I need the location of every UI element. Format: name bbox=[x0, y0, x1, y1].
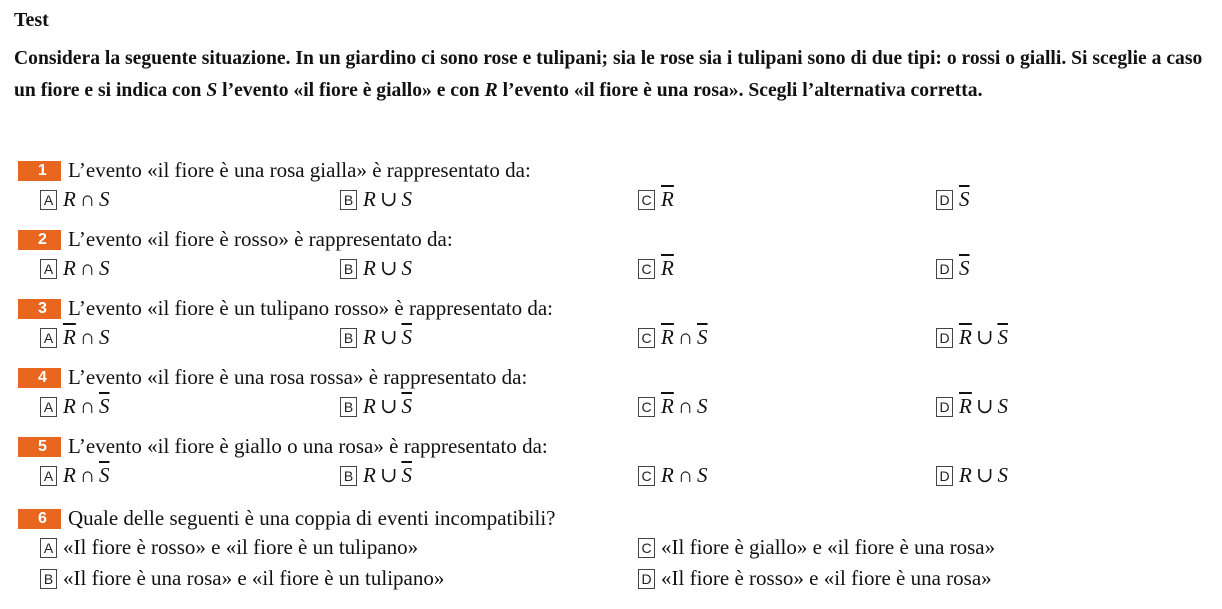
option-letter: D bbox=[638, 569, 655, 589]
complement-r: $\overline{R}$ bbox=[959, 325, 972, 349]
question-6 bbox=[0, 503, 1222, 603]
union-operator: ∪ bbox=[975, 325, 994, 349]
option-letter: B bbox=[40, 569, 57, 589]
option-expression bbox=[63, 463, 110, 487]
option-text: «Il fiore è rosso» e «il fiore è un tulipano» bbox=[63, 535, 419, 559]
option-text: «Il fiore è una rosa» e «il fiore è un tulipano» bbox=[63, 566, 445, 590]
intro-text-2: l’evento «il fiore è giallo» e con bbox=[217, 79, 485, 101]
option-a[interactable] bbox=[40, 463, 110, 489]
option-c[interactable] bbox=[638, 394, 708, 420]
option-letter: C bbox=[638, 328, 655, 348]
option-expression bbox=[363, 325, 412, 349]
option-letter: D bbox=[936, 397, 953, 417]
option-b[interactable] bbox=[340, 394, 412, 420]
option-d[interactable] bbox=[936, 463, 1008, 489]
intersection-operator: ∩ bbox=[79, 325, 95, 349]
union-operator: ∪ bbox=[975, 394, 994, 418]
option-letter: D bbox=[936, 328, 953, 348]
option-text: «Il fiore è giallo» e «il fiore è una rosa» bbox=[661, 535, 996, 559]
var-r: R bbox=[661, 463, 674, 487]
q6-option-b[interactable] bbox=[40, 566, 444, 591]
option-a[interactable] bbox=[40, 256, 110, 282]
intro-text-3: l’evento «il fiore è una rosa». Scegli l’alternativa corretta. bbox=[497, 79, 983, 101]
complement-s: $\overline{S}$ bbox=[997, 325, 1008, 349]
question-3 bbox=[0, 293, 1222, 353]
option-letter: D bbox=[936, 190, 953, 210]
intersection-operator: ∩ bbox=[677, 394, 693, 418]
option-letter: C bbox=[638, 190, 655, 210]
intro-var-s: S bbox=[206, 79, 218, 101]
complement-r: $\overline{R}$ bbox=[661, 394, 674, 418]
option-letter: A bbox=[40, 190, 57, 210]
option-c[interactable] bbox=[638, 256, 674, 282]
option-expression bbox=[363, 187, 412, 211]
var-s: S bbox=[401, 187, 412, 211]
question-5 bbox=[0, 431, 1222, 491]
intersection-operator: ∩ bbox=[79, 394, 95, 418]
var-s: S bbox=[997, 394, 1008, 418]
option-text: «Il fiore è rosso» e «il fiore è una rosa» bbox=[661, 566, 992, 590]
complement-r: $\overline{R}$ bbox=[661, 187, 674, 211]
question-text: Quale delle seguenti è una coppia di eventi incompatibili? bbox=[68, 506, 556, 530]
option-letter: B bbox=[340, 328, 357, 348]
var-r: R bbox=[959, 463, 972, 487]
question-text: L’evento «il fiore è giallo o una rosa» è rappresentato da: bbox=[68, 434, 548, 458]
option-c[interactable] bbox=[638, 463, 708, 489]
option-c[interactable] bbox=[638, 187, 674, 213]
var-s: S bbox=[997, 463, 1008, 487]
option-d[interactable] bbox=[936, 394, 1008, 420]
question-number-badge: 4 bbox=[18, 368, 61, 388]
option-expression bbox=[63, 394, 110, 418]
union-operator: ∪ bbox=[379, 325, 398, 349]
q6-option-a[interactable] bbox=[40, 535, 418, 560]
intro-var-r: R bbox=[484, 79, 498, 101]
option-expression bbox=[63, 187, 110, 211]
question-number-badge: 3 bbox=[18, 299, 61, 319]
complement-s: $\overline{S}$ bbox=[99, 394, 110, 418]
question-text: L’evento «il fiore è un tulipano rosso» è rappresentato da: bbox=[68, 296, 553, 320]
question-text: L’evento «il fiore è una rosa gialla» è rappresentato da: bbox=[68, 158, 531, 182]
intro-paragraph bbox=[14, 43, 1209, 106]
option-expression bbox=[959, 256, 970, 280]
var-r: R bbox=[63, 463, 76, 487]
intersection-operator: ∩ bbox=[677, 463, 693, 487]
option-letter: A bbox=[40, 538, 57, 558]
var-r: R bbox=[363, 325, 376, 349]
question-text: L’evento «il fiore è rosso» è rappresentato da: bbox=[68, 227, 453, 251]
option-letter: A bbox=[40, 397, 57, 417]
complement-r: $\overline{R}$ bbox=[661, 325, 674, 349]
var-s: S bbox=[99, 325, 110, 349]
question-number-badge: 6 bbox=[18, 509, 61, 529]
complement-s: $\overline{S}$ bbox=[401, 463, 412, 487]
var-r: R bbox=[63, 187, 76, 211]
intersection-operator: ∩ bbox=[79, 187, 95, 211]
option-b[interactable] bbox=[340, 256, 412, 282]
union-operator: ∪ bbox=[379, 463, 398, 487]
intro-text-1: Considera la seguente situazione. In un giardino ci sono rose e tulipani; sia le rose sia i tulipani sono di due tipi: o rossi o gialli. Si sceglie a caso un fiore e si indica con bbox=[14, 48, 1203, 101]
option-expression bbox=[363, 394, 412, 418]
option-letter: C bbox=[638, 538, 655, 558]
option-b[interactable] bbox=[340, 463, 412, 489]
page-title: Test bbox=[14, 9, 49, 31]
question-2 bbox=[0, 224, 1222, 284]
option-d[interactable] bbox=[936, 256, 970, 282]
q6-option-d[interactable] bbox=[638, 566, 992, 591]
option-expression bbox=[363, 256, 412, 280]
complement-s: $\overline{S}$ bbox=[697, 325, 708, 349]
question-1 bbox=[0, 155, 1222, 215]
option-a[interactable] bbox=[40, 394, 110, 420]
option-expression bbox=[959, 463, 1008, 487]
var-r: R bbox=[63, 256, 76, 280]
complement-r: $\overline{R}$ bbox=[661, 256, 674, 280]
option-expression bbox=[661, 256, 674, 280]
option-b[interactable] bbox=[340, 187, 412, 213]
union-operator: ∪ bbox=[975, 463, 994, 487]
option-b[interactable] bbox=[340, 325, 412, 351]
option-expression bbox=[661, 463, 708, 487]
var-s: S bbox=[99, 256, 110, 280]
question-number-badge: 2 bbox=[18, 230, 61, 250]
complement-s: $\overline{S}$ bbox=[401, 394, 412, 418]
option-expression bbox=[661, 187, 674, 211]
option-letter: D bbox=[936, 466, 953, 486]
option-expression bbox=[959, 187, 970, 211]
var-s: S bbox=[401, 256, 412, 280]
var-s: S bbox=[697, 463, 708, 487]
var-r: R bbox=[363, 463, 376, 487]
option-d[interactable] bbox=[936, 187, 970, 213]
complement-r: $\overline{R}$ bbox=[959, 394, 972, 418]
option-expression bbox=[959, 394, 1008, 418]
q6-option-c[interactable] bbox=[638, 535, 995, 560]
complement-r: $\overline{R}$ bbox=[63, 325, 76, 349]
var-r: R bbox=[363, 187, 376, 211]
complement-s: $\overline{S}$ bbox=[959, 187, 970, 211]
intersection-operator: ∩ bbox=[79, 463, 95, 487]
option-expression bbox=[661, 394, 708, 418]
complement-s: $\overline{S}$ bbox=[959, 256, 970, 280]
option-expression bbox=[363, 463, 412, 487]
var-r: R bbox=[63, 394, 76, 418]
question-number-badge: 1 bbox=[18, 161, 61, 181]
option-a[interactable] bbox=[40, 325, 110, 351]
option-letter: C bbox=[638, 397, 655, 417]
option-letter: B bbox=[340, 259, 357, 279]
option-expression bbox=[63, 325, 110, 349]
option-d[interactable] bbox=[936, 325, 1008, 351]
var-r: R bbox=[363, 394, 376, 418]
option-letter: C bbox=[638, 466, 655, 486]
option-letter: C bbox=[638, 259, 655, 279]
option-c[interactable] bbox=[638, 325, 708, 351]
option-expression bbox=[661, 325, 708, 349]
option-letter: B bbox=[340, 190, 357, 210]
complement-s: $\overline{S}$ bbox=[99, 463, 110, 487]
option-a[interactable] bbox=[40, 187, 110, 213]
option-letter: B bbox=[340, 466, 357, 486]
complement-s: $\overline{S}$ bbox=[401, 325, 412, 349]
option-letter: B bbox=[340, 397, 357, 417]
var-s: S bbox=[697, 394, 708, 418]
question-text: L’evento «il fiore è una rosa rossa» è rappresentato da: bbox=[68, 365, 528, 389]
union-operator: ∪ bbox=[379, 256, 398, 280]
option-letter: A bbox=[40, 466, 57, 486]
intersection-operator: ∩ bbox=[79, 256, 95, 280]
var-r: R bbox=[363, 256, 376, 280]
union-operator: ∪ bbox=[379, 187, 398, 211]
option-letter: D bbox=[936, 259, 953, 279]
question-4 bbox=[0, 362, 1222, 422]
option-letter: A bbox=[40, 259, 57, 279]
var-s: S bbox=[99, 187, 110, 211]
option-expression bbox=[63, 256, 110, 280]
intersection-operator: ∩ bbox=[677, 325, 693, 349]
option-letter: A bbox=[40, 328, 57, 348]
option-expression bbox=[959, 325, 1008, 349]
union-operator: ∪ bbox=[379, 394, 398, 418]
question-number-badge: 5 bbox=[18, 437, 61, 457]
